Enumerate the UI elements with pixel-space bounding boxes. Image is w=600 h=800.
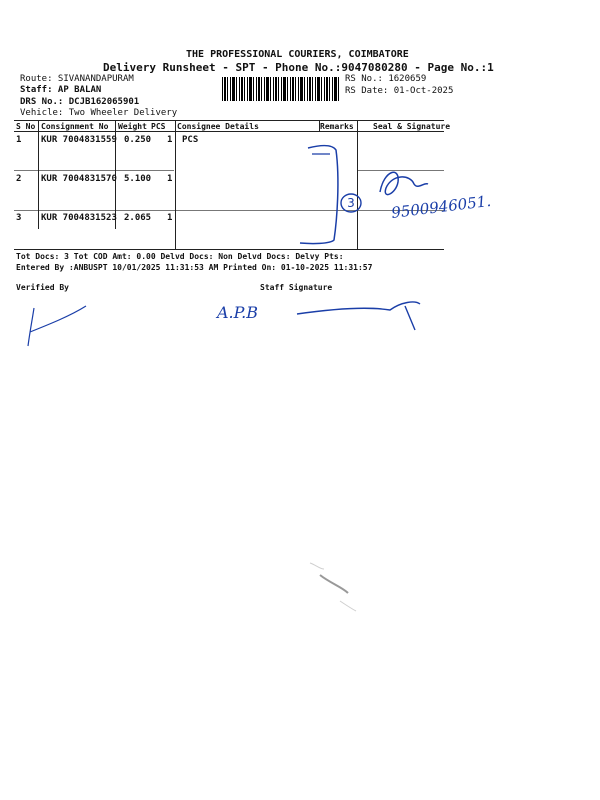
rs-number: RS No.: 1620659 [345, 74, 427, 84]
staff-signature-mark [215, 292, 435, 332]
seal-signature-mark [370, 160, 520, 230]
circled-count-mark [339, 191, 365, 217]
rs-date: RS Date: 01-Oct-2025 [345, 86, 454, 96]
row-2-consignment: KUR 7004831570 [41, 174, 117, 184]
staff-text: Staff: AP BALAN [20, 85, 102, 95]
scan-smudge [290, 555, 370, 615]
route-text: Route: SIVANANDAPURAM [20, 74, 134, 84]
staff-initials: A.P.B [217, 303, 259, 322]
row-3-weight: 2.065 [124, 213, 152, 223]
header-remarks: Remarks [320, 122, 354, 131]
header-pcs: PCS [151, 122, 166, 131]
row-1-pcs: 1 [167, 135, 173, 145]
row-3-pcs: 1 [167, 213, 173, 223]
barcode [222, 77, 340, 101]
row-1-consignment: KUR 7004831559 [41, 135, 117, 145]
header-weight: Weight [118, 122, 147, 131]
vehicle-text: Vehicle: Two Wheeler Delivery [20, 108, 178, 118]
header-sno: S No [16, 122, 36, 131]
row-3-sno: 3 [16, 213, 22, 223]
row-1-consignee: PCS [182, 135, 199, 145]
runsheet-subtitle: Delivery Runsheet - SPT - Phone No.:9047080280 - Page No.:1 [103, 61, 494, 74]
header-consignee: Consignee Details [177, 122, 259, 131]
circled-count-text: 3 [347, 196, 355, 210]
row-2-pcs: 1 [167, 174, 173, 184]
entered-by-line: Entered By :ANBUSPT 10/01/2025 11:31:53 AM Printed On: 01-10-2025 11:31:57 [16, 263, 373, 272]
verified-by-signature-mark [20, 296, 90, 351]
drs-number: DRS No.: DCJB162065901 [20, 97, 140, 107]
totals-line: Tot Docs: 3 Tot COD Amt: 0.00 Delvd Docs: Non Delvd Docs: Delvy Pts: [16, 252, 344, 261]
row-1-weight: 0.250 [124, 135, 152, 145]
company-title: THE PROFESSIONAL COURIERS, COIMBATORE [186, 49, 409, 60]
header-consignment: Consignment No [41, 122, 109, 131]
handwritten-phone: 9500946051. [390, 191, 492, 222]
row-2-sno: 2 [16, 174, 22, 184]
row-2-weight: 5.100 [124, 174, 152, 184]
staff-signature-label: Staff Signature [260, 283, 333, 292]
verified-by-label: Verified By [16, 283, 69, 292]
row-3-consignment: KUR 7004831523 [41, 213, 117, 223]
row-1-sno: 1 [16, 135, 22, 145]
header-seal: Seal & Signature [373, 122, 451, 131]
